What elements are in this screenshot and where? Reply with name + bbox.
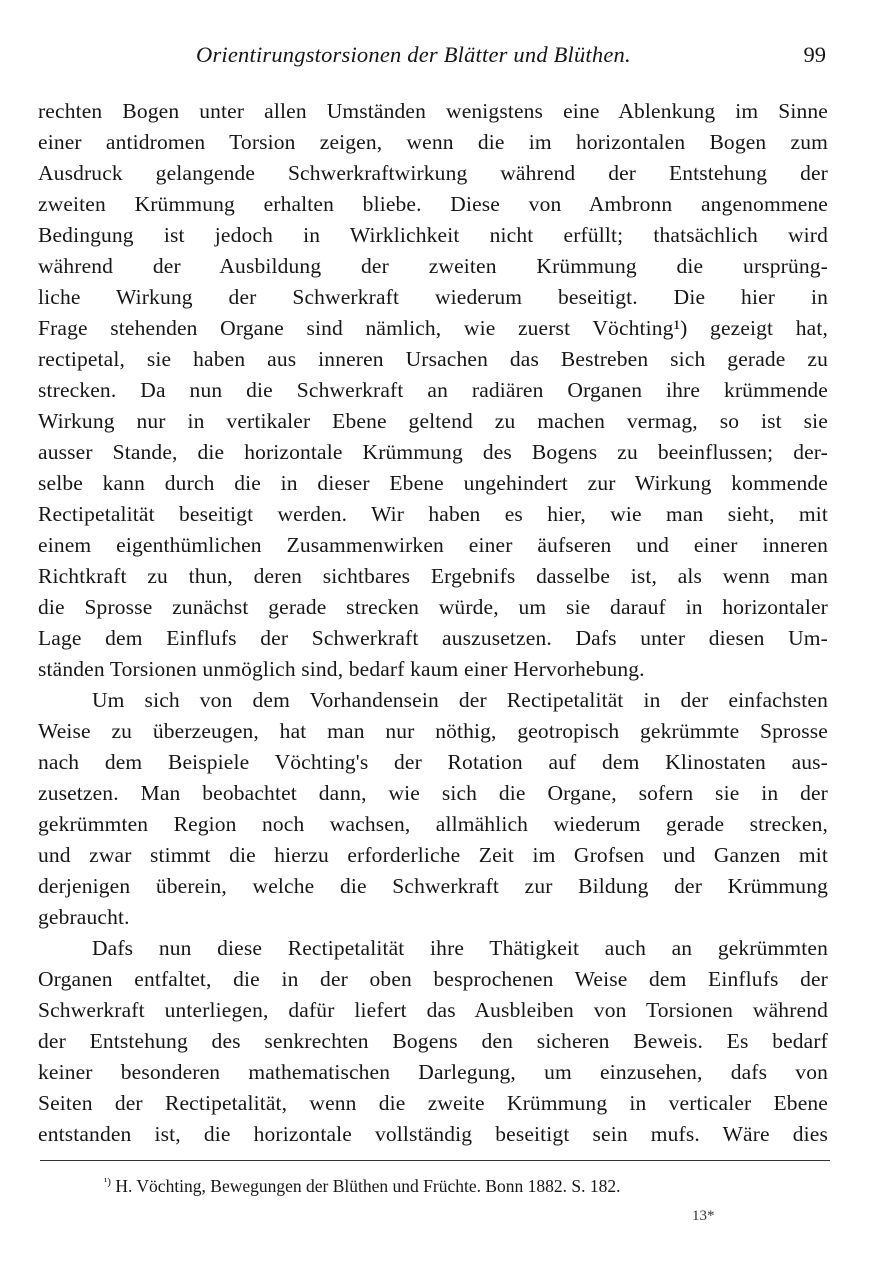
paragraph-3 xyxy=(38,933,828,1150)
text-line: einem eigenthümlichen Zusammenwirken einer äufseren und einer inneren xyxy=(38,533,828,557)
text-line: entstanden ist, die horizontale vollständig beseitigt sein mufs. Wäre dies xyxy=(38,1122,828,1146)
text-line: ständen Torsionen unmöglich sind, bedarf kaum einer Hervorhebung. xyxy=(38,657,645,681)
text-line: Bedingung ist jedoch in Wirklichkeit nicht erfüllt; thatsächlich wird xyxy=(38,223,828,247)
text-line: Dafs nun diese Rectipetalität ihre Thätigkeit auch an gekrümmten xyxy=(92,936,828,960)
text-line: Ausdruck gelangende Schwerkraftwirkung während der Entstehung der xyxy=(38,161,828,185)
paragraph-1 xyxy=(38,96,828,685)
text-line: Frage stehenden Organe sind nämlich, wie zuerst Vöchting¹) gezeigt hat, xyxy=(38,316,828,340)
text-line: liche Wirkung der Schwerkraft wiederum beseitigt. Die hier in xyxy=(38,285,828,309)
text-line: Richtkraft zu thun, deren sichtbares Ergebnifs dasselbe ist, als wenn man xyxy=(38,564,828,588)
text-line: während der Ausbildung der zweiten Krümmung die ursprüng- xyxy=(38,254,828,278)
footnote-divider xyxy=(40,1160,830,1161)
text-line: derjenigen überein, welche die Schwerkraft zur Bildung der Krümmung xyxy=(38,874,828,898)
text-line: Organen entfaltet, die in der oben besprochenen Weise dem Einflufs der xyxy=(38,967,828,991)
text-line: Rectipetalität beseitigt werden. Wir haben es hier, wie man sieht, mit xyxy=(38,502,828,526)
text-line: Weise zu überzeugen, hat man nur nöthig, geotropisch gekrümmte Sprosse xyxy=(38,719,828,743)
text-line: gekrümmten Region noch wachsen, allmählich wiederum gerade strecken, xyxy=(38,812,828,836)
body-text xyxy=(38,96,828,1150)
text-line: einer antidromen Torsion zeigen, wenn die im horizontalen Bogen zum xyxy=(38,130,828,154)
paragraph-2 xyxy=(38,685,828,933)
text-line: und zwar stimmt die hierzu erforderliche Zeit im Grofsen und Ganzen mit xyxy=(38,843,828,867)
text-line: Wirkung nur in vertikaler Ebene geltend zu machen vermag, so ist sie xyxy=(38,409,828,433)
text-line: der Entstehung des senkrechten Bogens den sicheren Beweis. Es bedarf xyxy=(38,1029,828,1053)
signature-mark: 13* xyxy=(692,1208,715,1224)
text-line: Lage dem Einflufs der Schwerkraft auszusetzen. Dafs unter diesen Um- xyxy=(38,626,828,650)
text-line: zweiten Krümmung erhalten bliebe. Diese von Ambronn angenommene xyxy=(38,192,828,216)
text-line: nach dem Beispiele Vöchting's der Rotation auf dem Klinostaten aus- xyxy=(38,750,828,774)
text-line: die Sprosse zunächst gerade strecken würde, um sie darauf in horizontaler xyxy=(38,595,828,619)
footnote-text: H. Vöchting, Bewegungen der Blüthen und Früchte. Bonn 1882. S. 182. xyxy=(115,1176,621,1196)
page-number: 99 xyxy=(803,42,826,67)
text-line: rechten Bogen unter allen Umständen wenigstens eine Ablenkung im Sinne xyxy=(38,99,828,123)
text-line: ausser Stande, die horizontale Krümmung des Bogens zu beeinflussen; der- xyxy=(38,440,828,464)
text-line: selbe kann durch die in dieser Ebene ungehindert zur Wirkung kommende xyxy=(38,471,828,495)
footnote-marker: ¹) xyxy=(104,1176,111,1189)
page-header xyxy=(0,42,870,76)
text-line: gebraucht. xyxy=(38,905,130,929)
text-line: keiner besonderen mathematischen Darlegung, um einzusehen, dafs von xyxy=(38,1060,828,1084)
footnote xyxy=(104,1176,621,1197)
text-line: Seiten der Rectipetalität, wenn die zweite Krümmung in verticaler Ebene xyxy=(38,1091,828,1115)
text-line: zusetzen. Man beobachtet dann, wie sich die Organe, sofern sie in der xyxy=(38,781,828,805)
running-title: Orientirungstorsionen der Blätter und Blüthen. xyxy=(196,42,631,67)
text-line: strecken. Da nun die Schwerkraft an radiären Organen ihre krümmende xyxy=(38,378,828,402)
text-line: Um sich von dem Vorhandensein der Rectipetalität in der einfachsten xyxy=(92,688,828,712)
text-line: Schwerkraft unterliegen, dafür liefert das Ausbleiben von Torsionen während xyxy=(38,998,828,1022)
text-line: rectipetal, sie haben aus inneren Ursachen das Bestreben sich gerade zu xyxy=(38,347,828,371)
